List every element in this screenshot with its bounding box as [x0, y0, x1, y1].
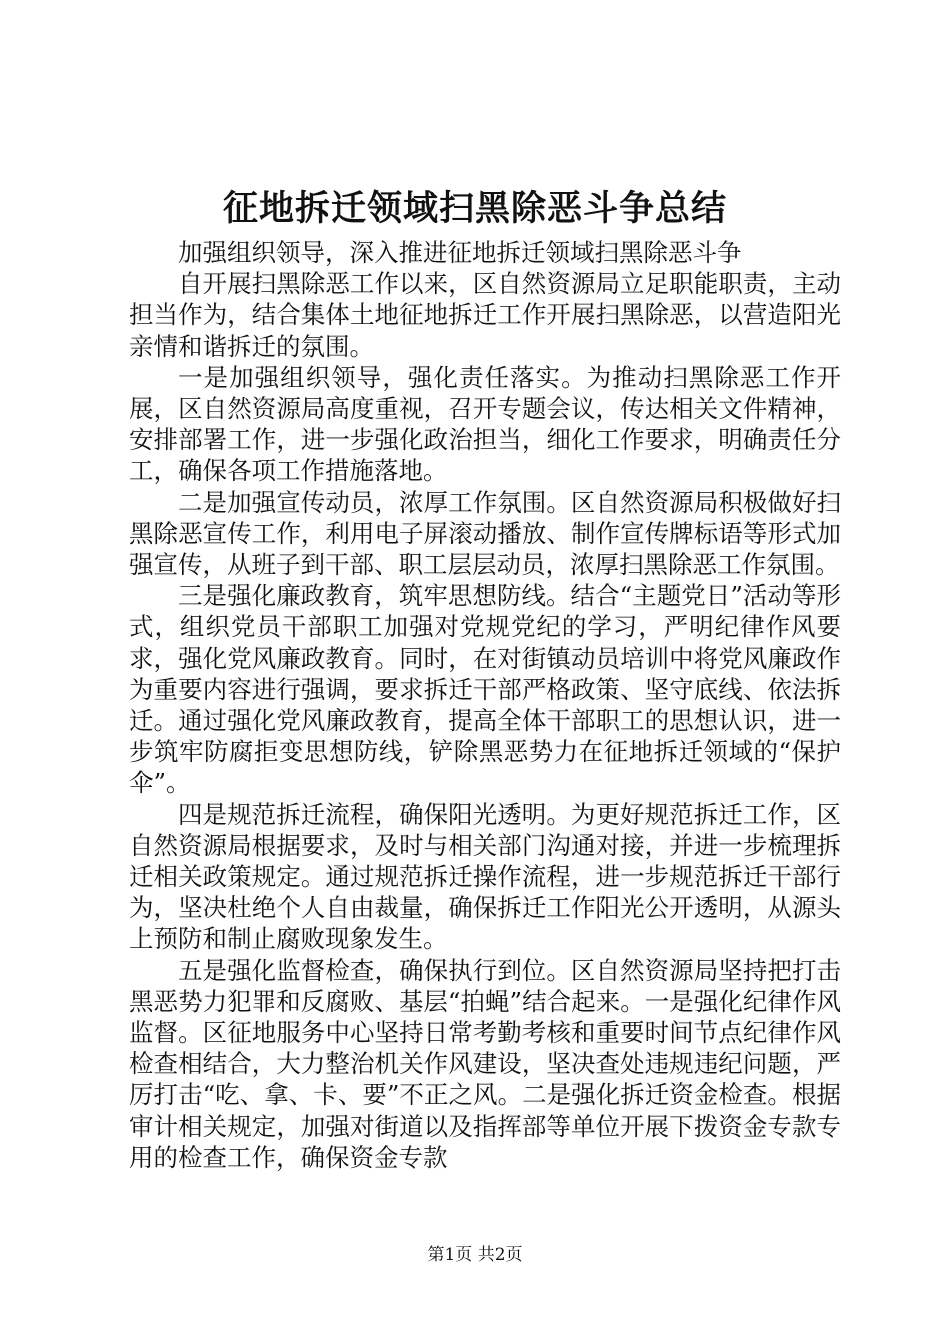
document-title: 征地拆迁领域扫黑除恶斗争总结	[222, 188, 727, 229]
paragraph-intro: 自开展扫黑除恶工作以来，区自然资源局立足职能职责，主动担当作为，结合集体土地征地拆迁工作开展扫黑除恶，以营造阳光亲情和谐拆迁的氛围。	[129, 269, 841, 361]
paragraph-point-5: 五是强化监督检查，确保执行到位。区自然资源局坚持把打击黑恶势力犯罪和反腐败、基层“拍蝇”结合起来。一是强化纪律作风监督。区征地服务中心坚持日常考勤考核和重要时间节点纪律作风检查相结合，大力整治机关作风建设，坚决查处违规违纪问题，严厉打击“吃、拿、卡、要”不正之风。二是强化拆迁资金检查。根据审计相关规定，加强对街道以及指挥部等单位开展下拨资金专款专用的检查工作，确保资金专款	[129, 955, 841, 1172]
paragraph-point-2: 二是加强宣传动员，浓厚工作氛围。区自然资源局积极做好扫黑除恶宣传工作，利用电子屏滚动播放、制作宣传牌标语等形式加强宣传，从班子到干部、职工层层动员，浓厚扫黑除恶工作氛围。	[129, 487, 841, 580]
document-body	[129, 237, 841, 1173]
paragraph-point-3: 三是强化廉政教育，筑牢思想防线。结合“主题党日”活动等形式，组织党员干部职工加强对党规党纪的学习，严明纪律作风要求，强化党风廉政教育。同时，在对街镇动员培训中将党风廉政作为重要内容进行强调，要求拆迁干部严格政策、坚守底线、依法拆迁。通过强化党风廉政教育，提高全体干部职工的思想认识，进一步筑牢防腐拒变思想防线，铲除黑恶势力在征地拆迁领域的“保护伞”。	[129, 581, 841, 798]
document-subtitle: 加强组织领导，深入推进征地拆迁领域扫黑除恶斗争	[178, 238, 742, 267]
paragraph-point-4: 四是规范拆迁流程，确保阳光透明。为更好规范拆迁工作，区自然资源局根据要求，及时与相关部门沟通对接，并进一步梳理拆迁相关政策规定。通过规范拆迁操作流程，进一步规范拆迁干部行为，坚决杜绝个人自由裁量，确保拆迁工作阳光公开透明，从源头上预防和制止腐败现象发生。	[129, 799, 841, 954]
page-footer: 第1页 共2页	[427, 1245, 523, 1265]
paragraph-point-1: 一是加强组织领导，强化责任落实。为推动扫黑除恶工作开展，区自然资源局高度重视，召开专题会议，传达相关文件精神，安排部署工作，进一步强化政治担当，细化工作要求，明确责任分工，确保各项工作措施落地。	[129, 362, 841, 486]
